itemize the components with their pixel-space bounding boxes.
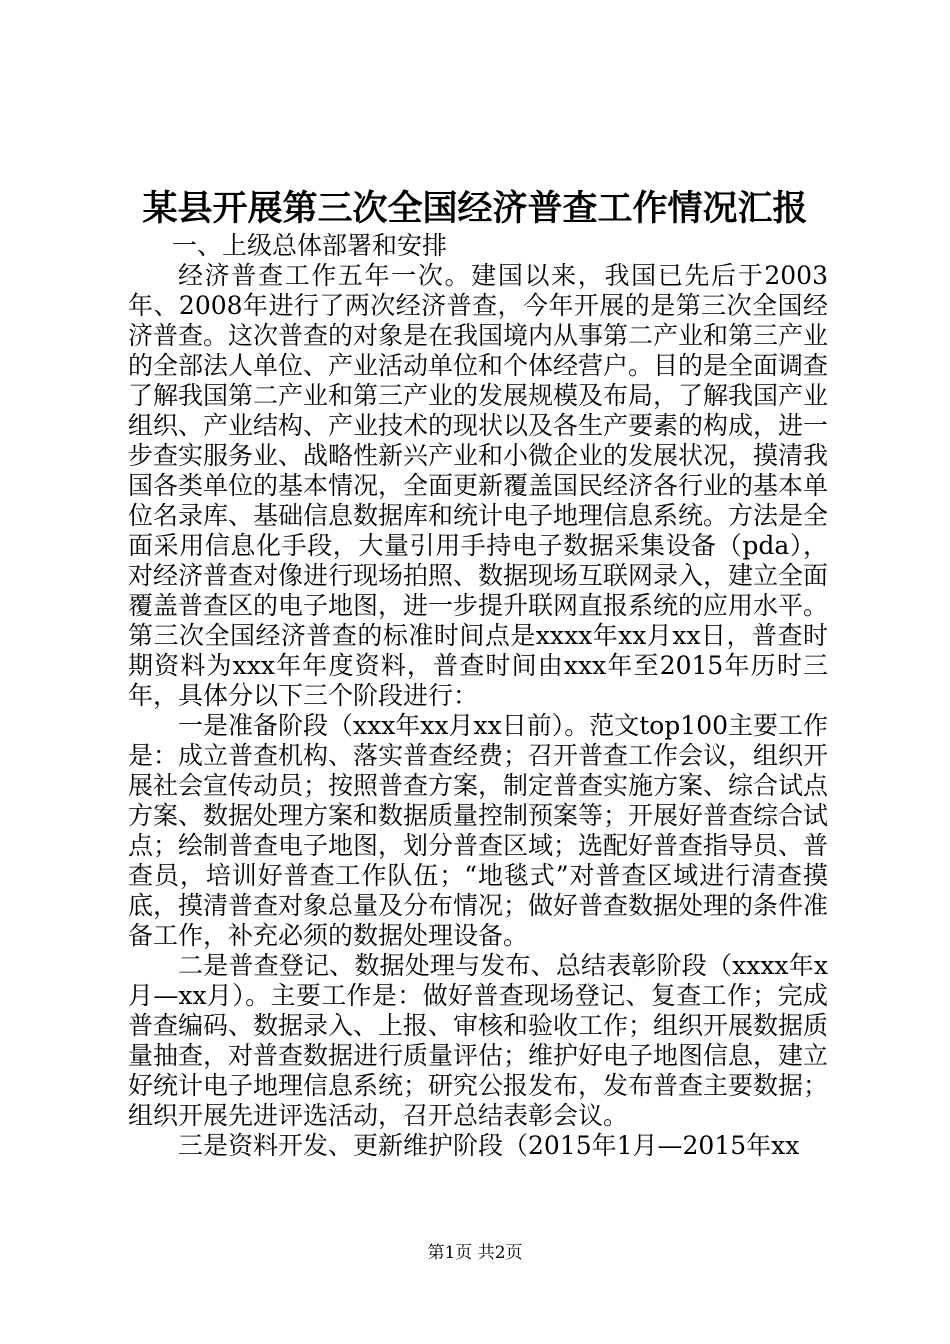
- document-title: 某县开展第三次全国经济普查工作情况汇报: [142, 188, 808, 229]
- paragraph-overview: 经济普查工作五年一次。建国以来，我国已先后于2003年、2008年进行了两次经济普查，今年开展的是第三次全国经济普查。这次普查的对象是在我国境内从事第二产业和第三产业的全部法人单位、产业活动单位和个体经营户。目的是全面调查了解我国第二产业和第三产业的发展规模及布局，了解我国产业组织、产业结构、产业技术的现状以及各生产要素的构成，进一步查实服务业、战略性新兴产业和小微企业的发展状况，摸清我国各类单位的基本情况，全面更新覆盖国民经济各行业的基本单位名录库、基础信息数据库和统计电子地理信息系统。方法是全面采用信息化手段，大量引用手持电子数据采集设备（pda），对经济普查对像进行现场拍照、数据现场互联网录入，建立全面覆盖普查区的电子地图，进一步提升联网直报系统的应用水平。第三次全国经济普查的标准时间点是xxxx年xx月xx日，普查时期资料为xxx年年度资料，普查时间由xxx年至2015年历时三年，具体分以下三个阶段进行：: [128, 261, 829, 710]
- paragraph-stage-two: 二是普查登记、数据处理与发布、总结表彰阶段（xxxx年x月—xx月）。主要工作是：做好普查现场登记、复查工作；完成普查编码、数据录入、上报、审核和验收工作；组织开展数据质量抽查，对普查数据进行质量评估；维护好电子地图信息，建立好统计电子地理信息系统；研究公报发布，发布普查主要数据；组织开展先进评选活动，召开总结表彰会议。: [128, 951, 829, 1130]
- page-footer: 第1页 共2页: [427, 1243, 523, 1263]
- paragraph-stage-one: 一是准备阶段（xxx年xx月xx日前）。范文top100主要工作是：成立普查机构、落实普查经费；召开普查工作会议，组织开展社会宣传动员；按照普查方案，制定普查实施方案、综合试点方案、数据处理方案和数据质量控制预案等；开展好普查综合试点；绘制普查电子地图，划分普查区域；选配好普查指导员、普查员，培训好普查工作队伍；“地毯式”对普查区域进行清查摸底，摸清普查对象总量及分布情况；做好普查数据处理的条件准备工作，补充必须的数据处理设备。: [128, 711, 829, 950]
- document-body: [128, 231, 828, 1161]
- section-heading: 一、上级总体部署和安排: [172, 231, 448, 260]
- paragraph-stage-three: 三是资料开发、更新维护阶段（2015年1月—2015年xx: [178, 1131, 800, 1160]
